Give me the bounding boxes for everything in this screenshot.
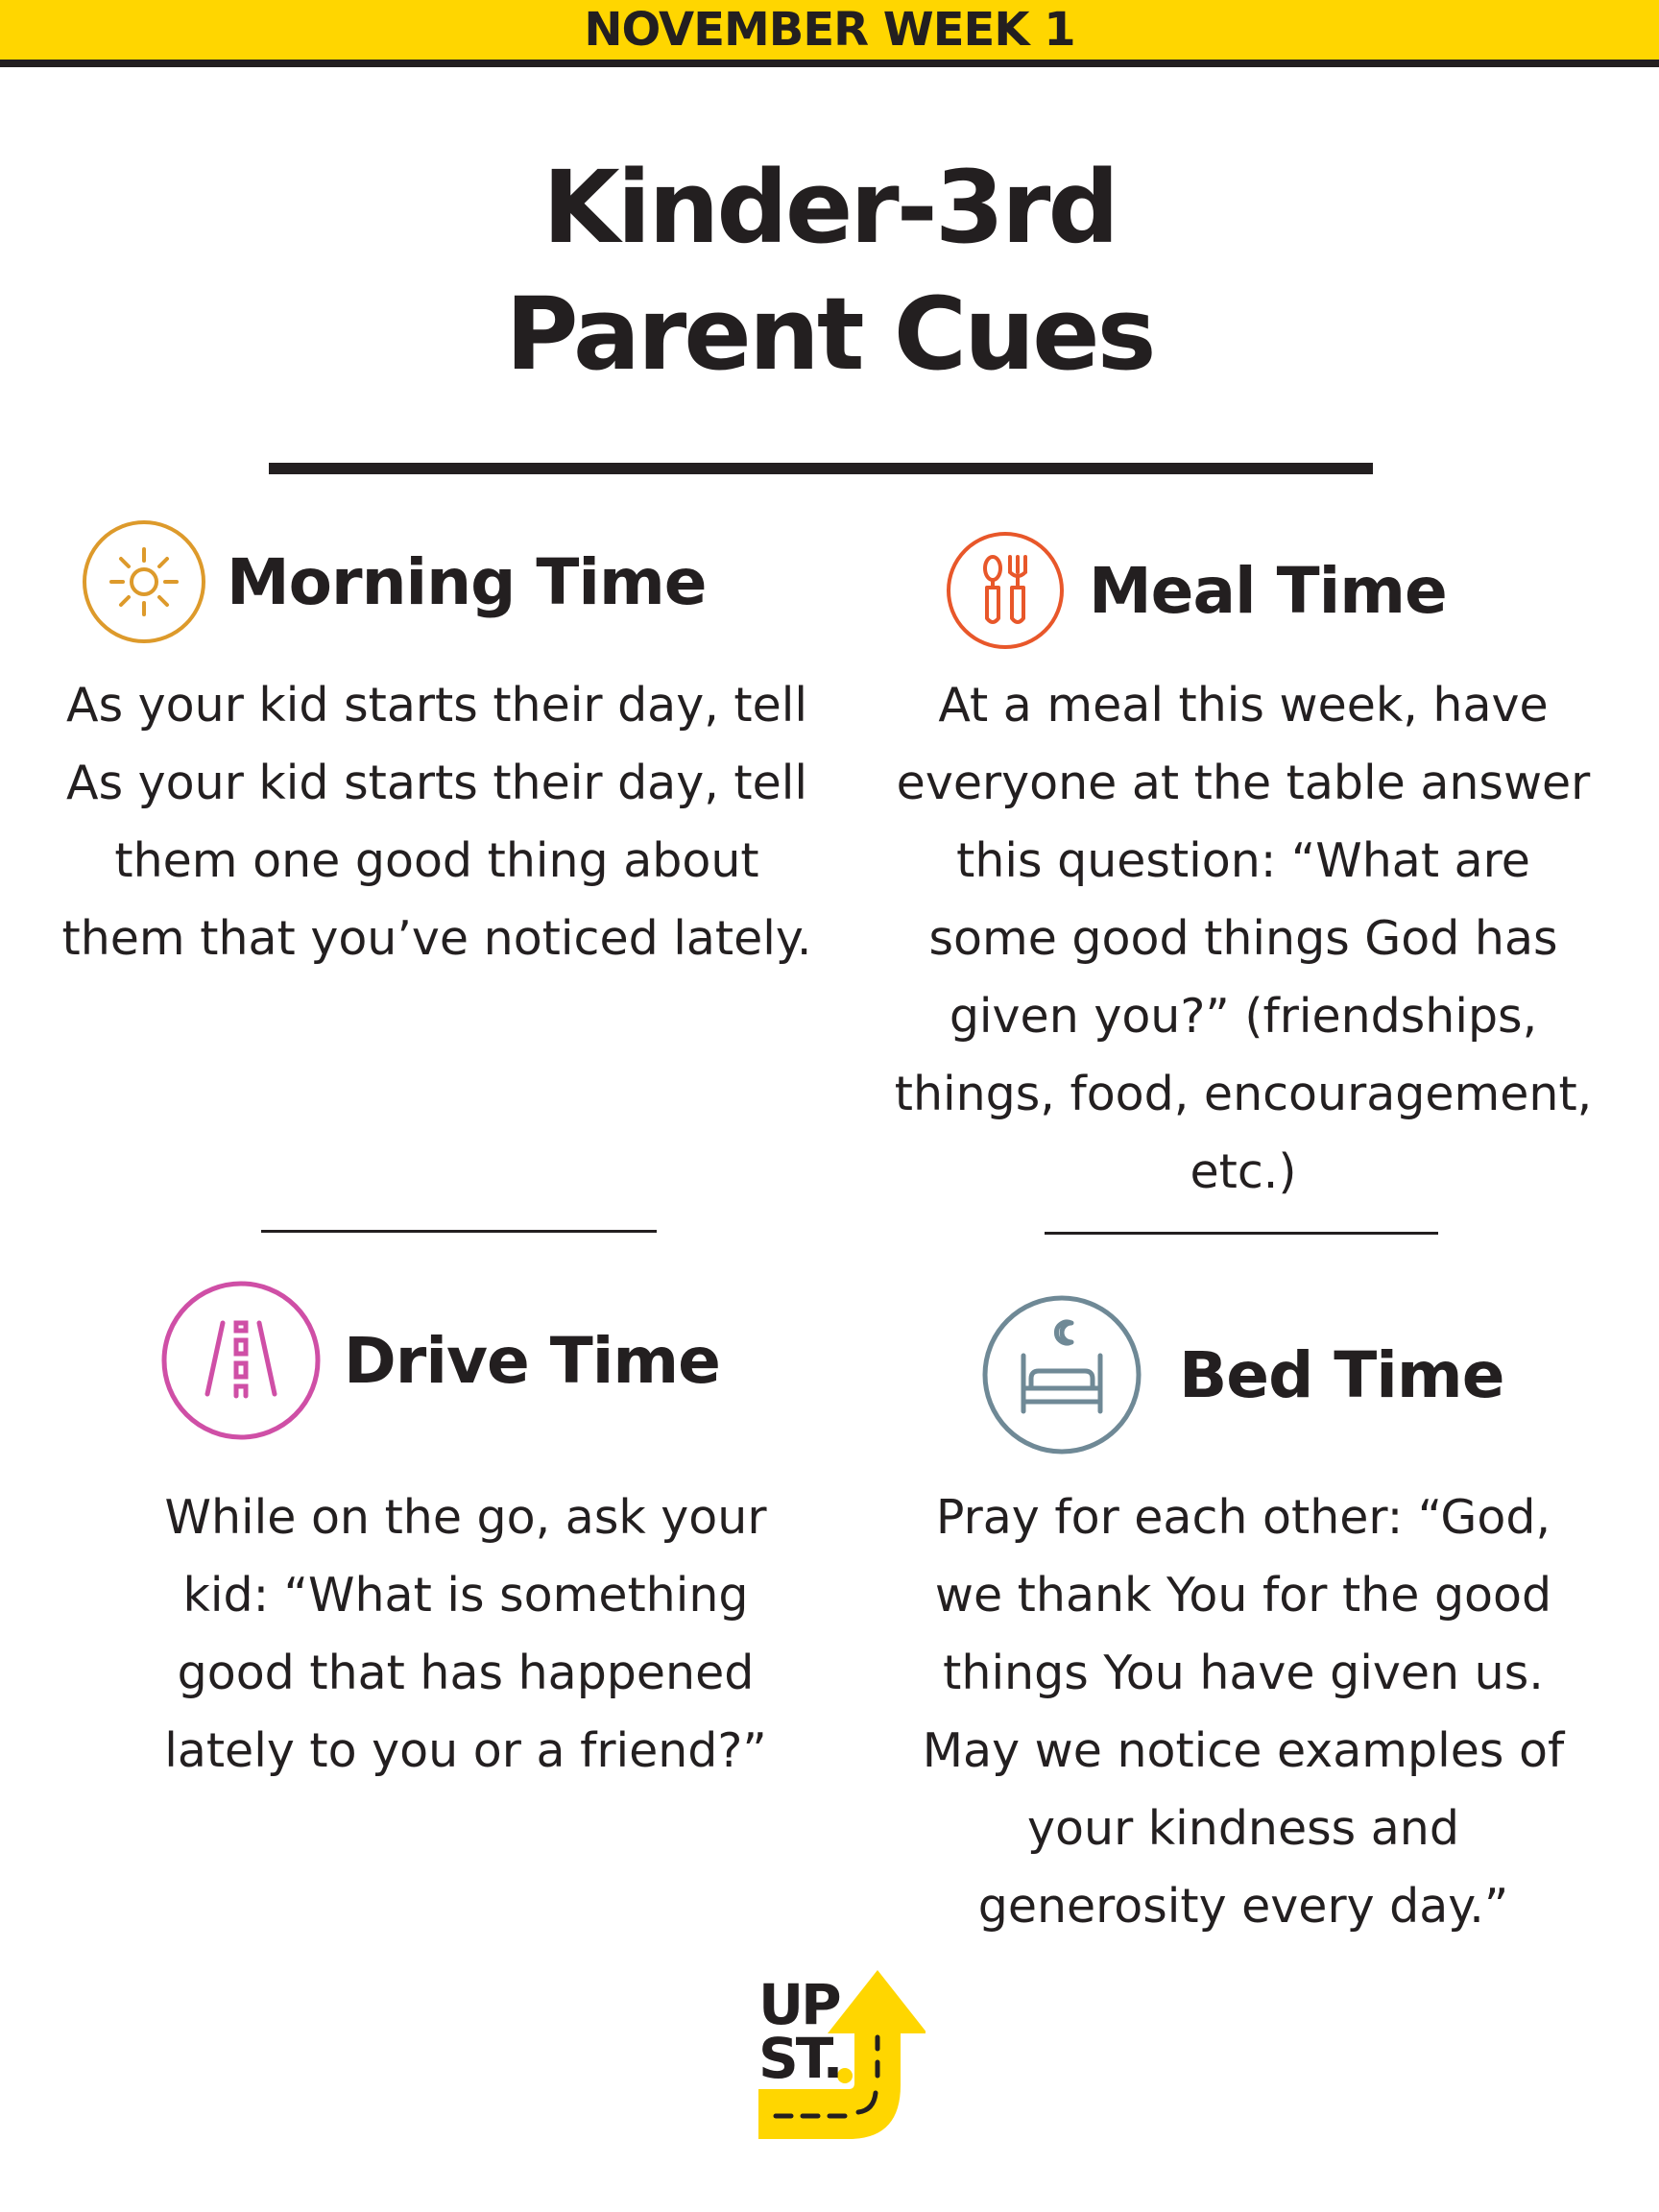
meal-line-1: At a meal this week, have [938, 678, 1549, 733]
meal-line-7: etc.) [1190, 1144, 1297, 1199]
morning-body [19, 666, 854, 977]
meal-line-5: given you?” (friendships, [949, 989, 1538, 1044]
bed-section-header [981, 1294, 1503, 1455]
upstreet-logo [753, 1970, 926, 2143]
logo-line-2: ST. [758, 2026, 841, 2091]
bed-heading: Bed Time [1179, 1337, 1504, 1412]
road-icon [159, 1279, 323, 1442]
meal-line-4: some good things God has [928, 911, 1558, 966]
sun-icon [81, 518, 207, 645]
utensils-icon [945, 530, 1066, 651]
bed-body [854, 1479, 1632, 1945]
morning-line-3: them one good thing about [114, 833, 759, 888]
bed-line-3: things You have given us. [943, 1646, 1544, 1700]
top-banner [0, 0, 1659, 67]
drive-line-1: While on the go, ask your [164, 1490, 767, 1545]
drive-body [77, 1479, 854, 1790]
title-divider [269, 463, 1373, 474]
meal-line-3: this question: “What are [956, 833, 1530, 888]
morning-line-1: As your kid starts their day, tell [66, 678, 807, 733]
bed-line-4: May we notice examples of [922, 1723, 1565, 1778]
page-title [0, 144, 1659, 397]
right-section-divider [1045, 1232, 1438, 1235]
meal-line-2: everyone at the table answer [896, 756, 1591, 810]
drive-line-3: good that has happened [177, 1646, 755, 1700]
logo-line-1: UP [758, 1972, 839, 2037]
drive-section-header [159, 1279, 720, 1442]
bed-line-2: we thank You for the good [934, 1568, 1552, 1623]
meal-heading: Meal Time [1089, 553, 1447, 628]
morning-section-header [81, 518, 707, 645]
drive-line-2: kid: “What is something [182, 1568, 749, 1623]
bed-line-5: your kindness and [1027, 1801, 1459, 1856]
bed-line-1: Pray for each other: “God, [935, 1490, 1551, 1545]
morning-line-2: As your kid starts their day, tell [66, 756, 807, 810]
meal-line-6: things, food, encouragement, [894, 1067, 1593, 1121]
bed-line-6: generosity every day.” [977, 1879, 1509, 1934]
bed-moon-icon [981, 1294, 1142, 1455]
title-line-2: Parent Cues [505, 276, 1154, 393]
meal-section-header [945, 530, 1447, 651]
meal-body [854, 666, 1632, 1211]
title-line-1: Kinder-3rd [542, 149, 1117, 266]
banner-label: NOVEMBER WEEK 1 [584, 3, 1075, 57]
morning-heading: Morning Time [227, 544, 707, 619]
drive-line-4: lately to you or a friend?” [164, 1723, 767, 1778]
left-section-divider [261, 1230, 657, 1233]
drive-heading: Drive Time [344, 1323, 720, 1398]
morning-line-4: them that you’ve noticed lately. [61, 911, 812, 966]
